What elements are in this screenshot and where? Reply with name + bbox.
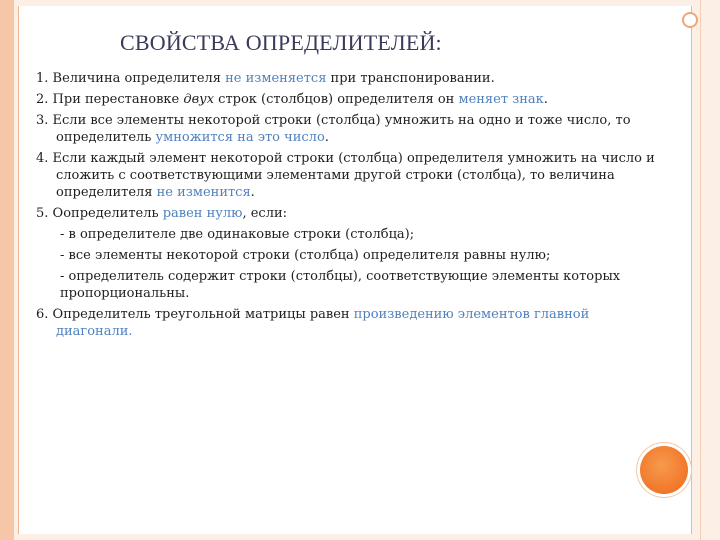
highlight-text: произведению элементов главной [353,307,590,322]
list-item-3: 3. Если все элементы некоторой строки (столбца) умножить на одно и тоже число, то определитель умножится на это число. [36,113,631,145]
sub-item-2: - все элементы некоторой строки (столбца) определителя равны нулю; [60,248,551,263]
list-item-5: 5. Оопределитель равен нулю, если: [36,206,288,221]
list-item-4: 4. Если каждый элемент некоторой строки (столбца) определителя умножить на число и сложить с соответствующими элементами другой строки (столбца), то величина определителя не изменится. [36,151,655,200]
list-item-6: 6. Определитель треугольной матрицы равен произведению элементов главной диагонали. [36,306,684,340]
sub-item-1: - в определителе две одинаковые строки (столбца); [60,227,415,242]
frame-right-line [700,0,701,540]
highlight-text: диагонали. [56,324,133,339]
list-item-2: 2. При перестановке двух строк (столбцов) определителя он меняет знак. [36,92,548,107]
sub-item-3: - определитель содержит строки (столбцы), соответствующие элементы которых пропорциональны. [60,269,621,301]
properties-list [36,70,684,344]
highlight-text: не изменится [156,185,251,200]
highlight-text: умножится на это число [155,130,325,145]
frame-left-strip [0,0,14,540]
highlight-text: меняет знак [458,92,544,107]
ring-icon [682,12,698,28]
highlight-text: равен нулю [162,206,243,221]
page-title: СВОЙСТВА ОПРЕДЕЛИТЕЛЕЙ: [120,30,442,55]
list-item-1: 1. Величина определителя не изменяется при транспонировании. [36,71,495,86]
orange-circle-icon [640,446,688,494]
highlight-text: не изменяется [225,71,327,86]
